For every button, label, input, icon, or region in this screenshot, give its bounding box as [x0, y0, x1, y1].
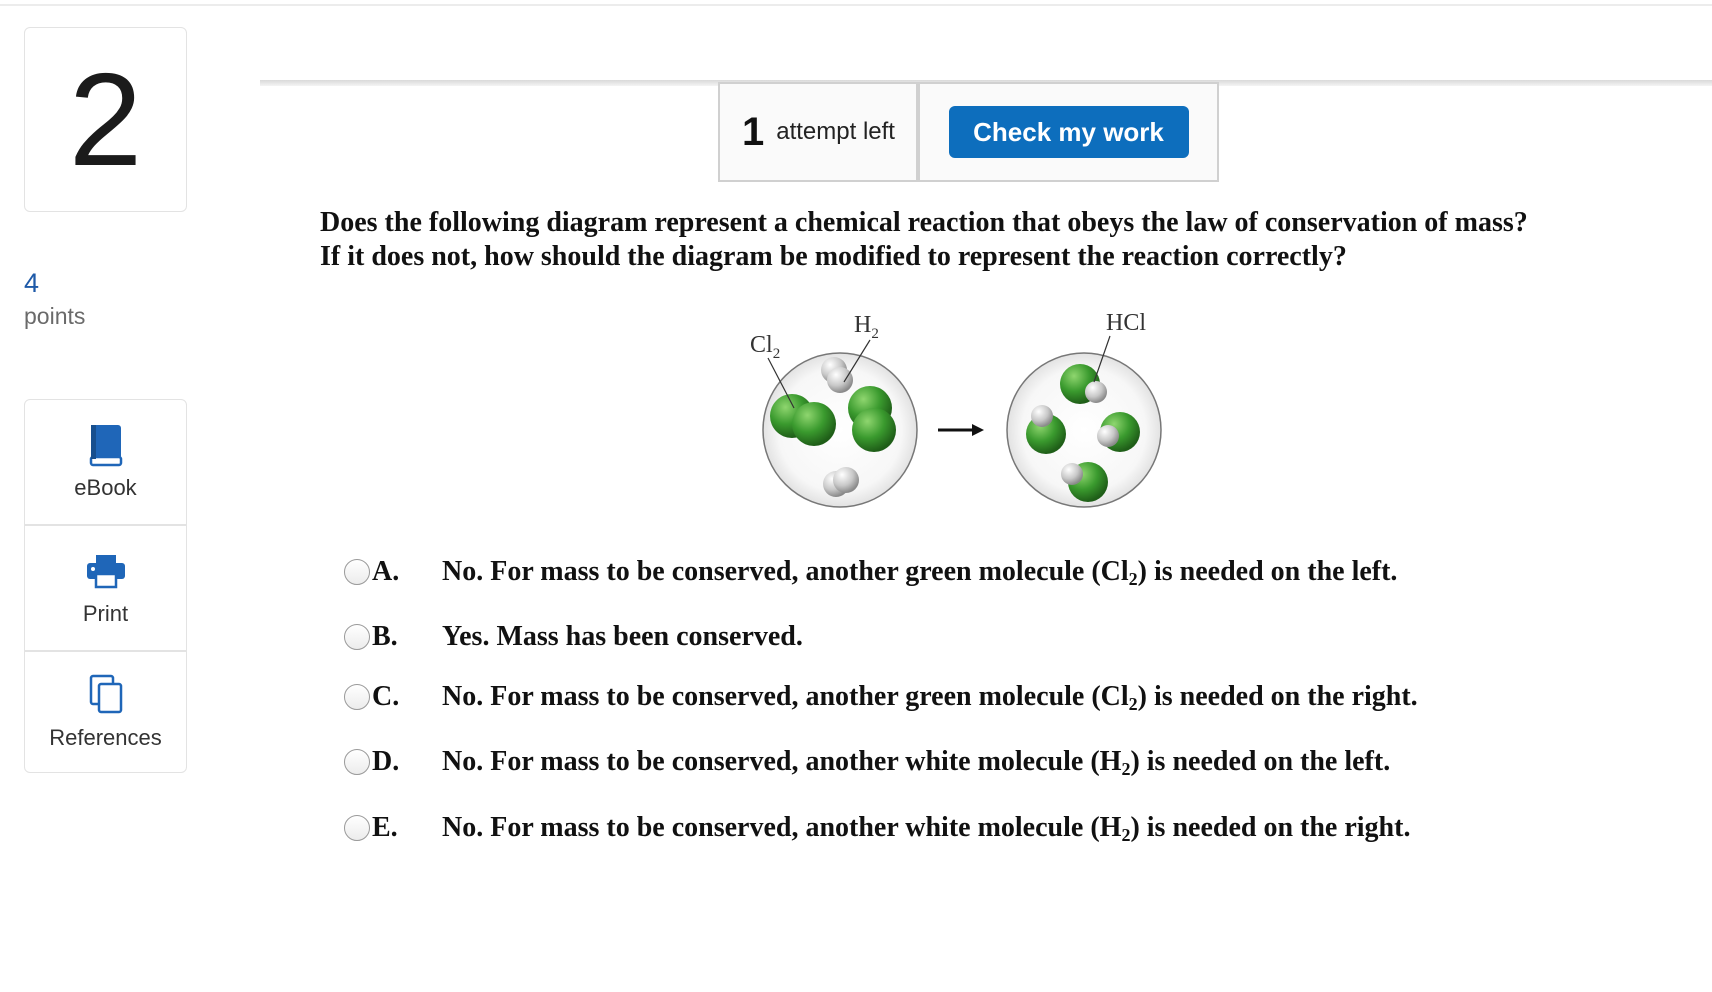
references-label: References [49, 725, 162, 750]
points-value: 4 [24, 268, 40, 298]
label-h2: $H_2$ [854, 312, 879, 342]
option-d[interactable] [344, 742, 1390, 782]
check-my-work-button[interactable]: Check my work [949, 106, 1189, 158]
book-icon [85, 423, 127, 467]
references-button[interactable] [24, 651, 187, 773]
attempts-count: 1 [742, 109, 765, 154]
option-b[interactable] [344, 617, 803, 657]
reaction-arrow [938, 424, 984, 436]
question-number: 2 [68, 45, 143, 193]
option-text: No. For mass to be conserved, another white molecule $(H_2)$ is needed on the right. [442, 812, 1411, 845]
option-e[interactable] [344, 808, 1410, 848]
print-label: Print [82, 601, 129, 626]
ebook-label: eBook [74, 475, 137, 500]
option-letter: A. [372, 556, 400, 587]
radio-c[interactable] [344, 684, 370, 710]
option-text: No. For mass to be conserved, another white molecule $(H_2)$ is needed on the left. [442, 746, 1391, 779]
radio-b[interactable] [344, 624, 370, 650]
check-work-container [918, 82, 1219, 182]
option-letter: C. [372, 681, 400, 712]
label-cl2: $Cl_2$ [750, 332, 781, 362]
question-text [320, 206, 1700, 274]
question-number-card [24, 27, 187, 212]
radio-a[interactable] [344, 559, 370, 585]
reaction-diagram [740, 312, 1180, 532]
option-letter: E. [372, 812, 398, 843]
option-text: No. For mass to be conserved, another green molecule $(Cl_2)$ is needed on the left. [442, 556, 1398, 589]
references-icon [85, 673, 127, 717]
ebook-button[interactable] [24, 399, 187, 525]
option-text: No. For mass to be conserved, another green molecule $(Cl_2)$ is needed on the right. [442, 681, 1418, 714]
option-letter: B. [372, 621, 398, 652]
label-hcl: HCl [1106, 312, 1147, 336]
option-a[interactable] [344, 552, 1397, 592]
print-button[interactable] [24, 525, 187, 651]
attempts-indicator [718, 82, 918, 182]
question-line-1: Does the following diagram represent a chemical reaction that obeys the law of conservation of mass? [320, 207, 1528, 238]
radio-e[interactable] [344, 815, 370, 841]
option-letter: D. [372, 746, 400, 777]
question-line-2: If it does not, how should the diagram be modified to represent the reaction correctly? [320, 241, 1347, 272]
printer-icon [85, 549, 127, 593]
top-divider [0, 4, 1712, 6]
radio-d[interactable] [344, 749, 370, 775]
option-c[interactable] [344, 677, 1418, 717]
attempts-text: attempt left [776, 118, 895, 145]
option-text: Yes. Mass has been conserved. [442, 621, 803, 652]
points-label: points [24, 303, 86, 329]
